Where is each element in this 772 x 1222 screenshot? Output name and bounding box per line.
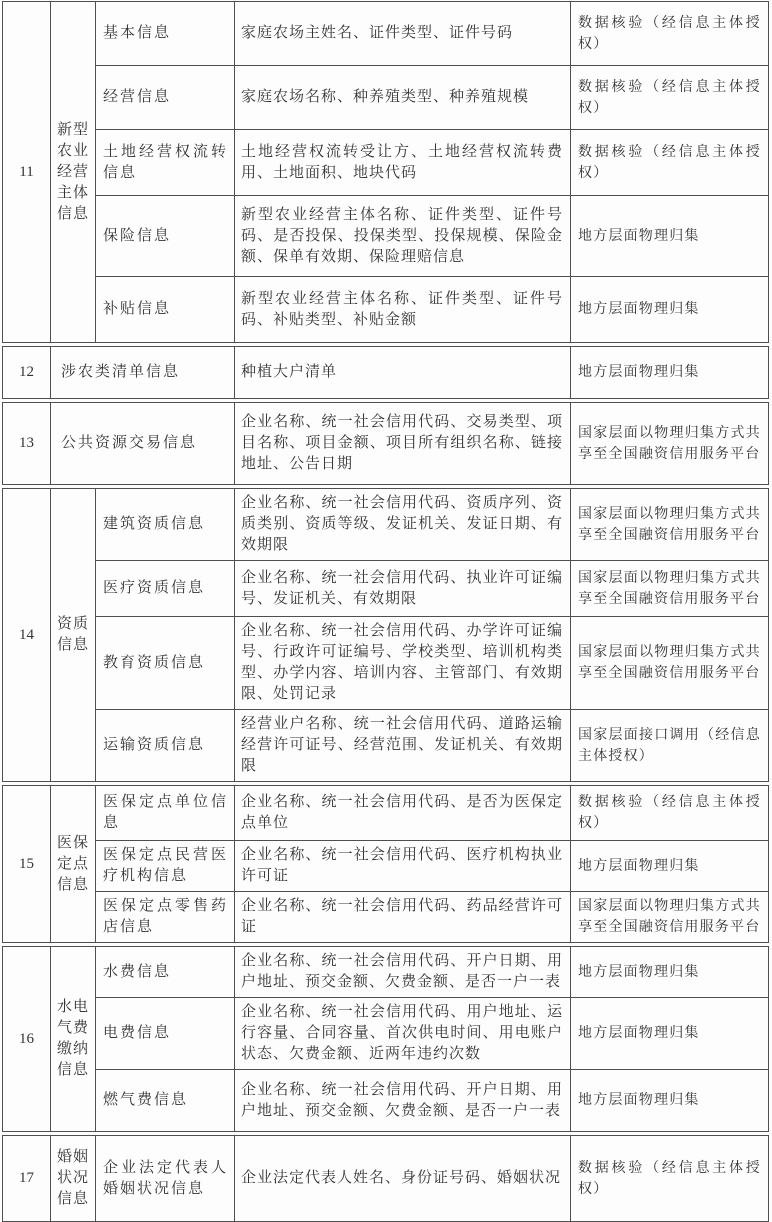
table-row	[3, 347, 769, 399]
table-row	[3, 786, 769, 841]
table-row	[3, 403, 769, 485]
collection-method-cell: 地方层面物理归集	[571, 1070, 769, 1132]
data-items-cell: 企业名称、统一社会信用代码、是否为医保定点单位	[235, 786, 571, 841]
data-items-cell: 企业名称、统一社会信用代码、用户地址、运行容量、合同容量、首次供电时间、用电账户状态、欠费金额、近两年违约次数	[235, 998, 571, 1070]
subcategory-cell: 电费信息	[96, 998, 235, 1070]
subcategory-cell: 保险信息	[96, 196, 235, 277]
subcategory-cell: 水费信息	[96, 947, 235, 998]
category-cell: 水电气费缴纳信息	[51, 947, 96, 1132]
category-cell: 公共资源交易信息	[51, 403, 235, 485]
collection-method-cell: 国家层面接口调用（经信息主体授权）	[571, 710, 769, 782]
data-items-cell: 种植大户清单	[235, 347, 571, 399]
table-row	[3, 947, 769, 998]
collection-method-cell: 地方层面物理归集	[571, 947, 769, 998]
data-items-cell: 企业名称、统一社会信用代码、执业许可证编号、发证机关、有效期限	[235, 561, 571, 617]
table-row	[3, 841, 769, 892]
table-row	[3, 2, 769, 66]
data-items-cell: 新型农业经营主体名称、证件类型、证件号码、补贴类型、补贴金额	[235, 277, 571, 343]
collection-method-cell: 国家层面以物理归集方式共享至全国融资信用服务平台	[571, 617, 769, 710]
table-row	[3, 130, 769, 196]
row-number: 12	[3, 347, 51, 399]
collection-method-cell: 数据核验（经信息主体授权）	[571, 1136, 769, 1222]
table-section-14	[2, 488, 769, 782]
table-row	[3, 710, 769, 782]
subcategory-cell: 运输资质信息	[96, 710, 235, 782]
collection-method-cell: 地方层面物理归集	[571, 196, 769, 277]
collection-method-cell: 国家层面以物理归集方式共享至全国融资信用服务平台	[571, 561, 769, 617]
table-section-17	[2, 1135, 769, 1222]
table-row	[3, 1070, 769, 1132]
data-items-cell: 家庭农场主姓名、证件类型、证件号码	[235, 2, 571, 66]
data-items-cell: 企业名称、统一社会信用代码、医疗机构执业许可证	[235, 841, 571, 892]
category-cell: 医保定点信息	[51, 786, 96, 943]
subcategory-cell: 补贴信息	[96, 277, 235, 343]
table-row	[3, 196, 769, 277]
data-items-cell: 企业名称、统一社会信用代码、药品经营许可证	[235, 892, 571, 943]
collection-method-cell: 数据核验（经信息主体授权）	[571, 66, 769, 130]
collection-method-cell: 国家层面以物理归集方式共享至全国融资信用服务平台	[571, 489, 769, 561]
collection-method-cell: 数据核验（经信息主体授权）	[571, 130, 769, 196]
table-row	[3, 489, 769, 561]
data-items-cell: 土地经营权流转受让方、土地经营权流转费用、土地面积、地块代码	[235, 130, 571, 196]
subcategory-cell: 建筑资质信息	[96, 489, 235, 561]
collection-method-cell: 地方层面物理归集	[571, 998, 769, 1070]
table-section-15	[2, 785, 769, 943]
table-row	[3, 277, 769, 343]
data-items-cell: 企业名称、统一社会信用代码、开户日期、用户地址、预交金额、欠费金额、是否一户一表	[235, 947, 571, 998]
data-items-cell: 家庭农场名称、种养殖类型、种养殖规模	[235, 66, 571, 130]
collection-method-cell: 数据核验（经信息主体授权）	[571, 2, 769, 66]
subcategory-cell: 基本信息	[96, 2, 235, 66]
subcategory-cell: 医保定点民营医疗机构信息	[96, 841, 235, 892]
table-row	[3, 998, 769, 1070]
row-number: 14	[3, 489, 51, 782]
subcategory-cell: 教育资质信息	[96, 617, 235, 710]
collection-method-cell: 国家层面以物理归集方式共享至全国融资信用服务平台	[571, 403, 769, 485]
row-number: 11	[3, 2, 51, 343]
table-section-13	[2, 402, 769, 485]
table-section-16	[2, 946, 769, 1132]
category-cell: 新型农业经营主体信息	[51, 2, 96, 343]
subcategory-cell: 医保定点零售药店信息	[96, 892, 235, 943]
subcategory-cell: 土地经营权流转信息	[96, 130, 235, 196]
subcategory-cell: 经营信息	[96, 66, 235, 130]
table-row	[3, 561, 769, 617]
table-row	[3, 617, 769, 710]
table-row	[3, 66, 769, 130]
data-items-cell: 企业法定代表人姓名、身份证号码、婚姻状况	[235, 1136, 571, 1222]
subcategory-cell: 医疗资质信息	[96, 561, 235, 617]
collection-method-cell: 地方层面物理归集	[571, 841, 769, 892]
row-number: 17	[3, 1136, 51, 1222]
data-items-cell: 新型农业经营主体名称、证件类型、证件号码、是否投保、投保类型、投保规模、保险金额、保单有效期、保险理赔信息	[235, 196, 571, 277]
collection-method-cell: 地方层面物理归集	[571, 277, 769, 343]
table-section-12	[2, 346, 769, 399]
category-cell: 资质信息	[51, 489, 96, 782]
subcategory-cell: 燃气费信息	[96, 1070, 235, 1132]
collection-method-cell: 地方层面物理归集	[571, 347, 769, 399]
subcategory-cell: 企业法定代表人婚姻状况信息	[96, 1136, 235, 1222]
data-items-cell: 经营业户名称、统一社会信用代码、道路运输经营许可证号、经营范围、发证机关、有效期限	[235, 710, 571, 782]
row-number: 16	[3, 947, 51, 1132]
table-row	[3, 1136, 769, 1222]
data-items-cell: 企业名称、统一社会信用代码、交易类型、项目名称、项目金额、项目所有组织名称、链接地址、公告日期	[235, 403, 571, 485]
collection-method-cell: 数据核验（经信息主体授权）	[571, 786, 769, 841]
category-cell: 涉农类清单信息	[51, 347, 235, 399]
table-row	[3, 892, 769, 943]
row-number: 13	[3, 403, 51, 485]
data-items-cell: 企业名称、统一社会信用代码、资质序列、资质类别、资质等级、发证机关、发证日期、有效期限	[235, 489, 571, 561]
category-cell: 婚姻状况信息	[51, 1136, 96, 1222]
row-number: 15	[3, 786, 51, 943]
data-items-cell: 企业名称、统一社会信用代码、开户日期、用户地址、预交金额、欠费金额、是否一户一表	[235, 1070, 571, 1132]
table-section-11	[2, 1, 769, 343]
subcategory-cell: 医保定点单位信息	[96, 786, 235, 841]
data-items-cell: 企业名称、统一社会信用代码、办学许可证编号、行政许可证编号、学校类型、培训机构类型、办学内容、培训内容、主管部门、有效期限、处罚记录	[235, 617, 571, 710]
collection-method-cell: 国家层面以物理归集方式共享至全国融资信用服务平台	[571, 892, 769, 943]
